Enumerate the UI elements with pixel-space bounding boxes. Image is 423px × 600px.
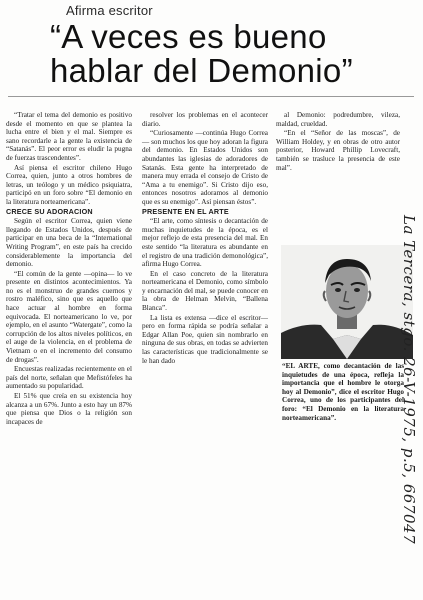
paragraph: El 51% que creía en su existencia hoy alcanza a un 67%. Junto a esto hay un 87% que piensa que Dios o la religión son incapaces de [6,392,132,426]
portrait-image [281,245,413,359]
column-2 [142,111,268,366]
subhead-crece: CRECE SU ADORACION [6,206,93,216]
paragraph: “El común de la gente —opina— lo ve presente en distintos acontecimientos. Ya no es el monstruo de grandes cuernos y rostro maléfico, sino que es aquello que hace actuar al hombre en forma equivocada. El norteamericano lo ve, por ejemplo, en el asunto “Watergate”, como la corrupción de los altos niveles políticos, en el auge de la violencia, en el problema de Vietnam o en el incremento del consumo de drogas”. [6,269,132,364]
column-3 [276,111,400,173]
paragraph: “El arte, como síntesis o decantación de muchas inquietudes de la época, es el mejor reflejo de esta presencia del mal. En este sentido “la literatura es abundante en el registro de una tradición demonológica”, afirma Hugo Correa. [142,217,268,269]
headline-line-1: “A veces es bueno [50,18,327,55]
handwritten-text: La Tercera, stgo. 26-V-1975, p.5, 667047 [400,215,418,545]
paragraph: Según el escritor Correa, quien viene llegando de Estados Unidos, después de participar en una beca de la “International Writing Program”, en este país ha crecido considerablemente la importancia del demonio. [6,217,132,269]
paragraph: Encuestas realizadas recientemente en el país del norte, señalan que Mefistófeles ha aumentado su popularidad. [6,365,132,391]
kicker: Afirma escritor [66,3,153,18]
header-rule [8,96,414,97]
column-1 [6,111,132,427]
paragraph: “En el “Señor de las moscas”, de William Holdey, y en obras de otro autor posterior, Howard Phillip Lovecraft, también se trasluce la presencia de este mal”. [276,129,400,172]
subhead-presente: PRESENTE EN EL ARTE [142,206,229,216]
photo-caption: “EL ARTE, como decantación de las inquietudes de una época, refleja la importancia que el hombre le otorga hoy al Demonio”, dice el escritor Hugo Correa, uno de los participantes del foro: “El Demonio en la literatura norteamericana”. [282,362,404,422]
paragraph: al Demonio: podredumbre, vileza, maldad, crueldad. [276,111,400,128]
paragraph: En el caso concreto de la literatura norteamericana el Demonio, como símbolo y encarnación del mal, se puede conocer en la obra de Helman Melvin, “Ballena Blanca”. [142,269,268,313]
paragraph: resolver los problemas en el acontecer diario. [142,111,268,128]
headline [50,20,380,88]
headline-line-2: hablar del Demonio” [50,52,353,89]
paragraph: “Tratar el tema del demonio es positivo desde el momento en que se plantea la lucha entre el bien y el mal. Siempre es sano recordarle a la gente la existencia de “Satanás”. El peor error es eludir la pugna de fuerzas trascendentes”. [6,111,132,162]
handwritten-annotation [400,215,420,595]
paragraph: La lista es extensa —dice el escritor— pero en forma rápida se podría señalar a Edgar Allan Poe, quien sin nombrarlo en ninguna de sus obras, en todas se advierten las características que tradicionalmente se le han dado [142,313,268,365]
author-photo [281,245,413,359]
paragraph: “Curiosamente —continúa Hugo Correa— son muchos los que hoy adoran la figura del demonio. En Estados Unidos son abundantes las iglesias de adoradores de Satanás. Esta gente ha interpretado de manera muy errada el consejo de Cristo de “Ama a tu enemigo”. Si Cristo dijo eso, entonces nosotros adoramos al demonio que es su enemigo”. Así piensan éstos”. [142,129,268,206]
paragraph: Así piensa el escritor chileno Hugo Correa, quien, junto a otros hombres de letras, un teólogo y un médico psiquiatra, participó en un foro sobre “El demonio en la literatura norteamericana”. [6,163,132,206]
